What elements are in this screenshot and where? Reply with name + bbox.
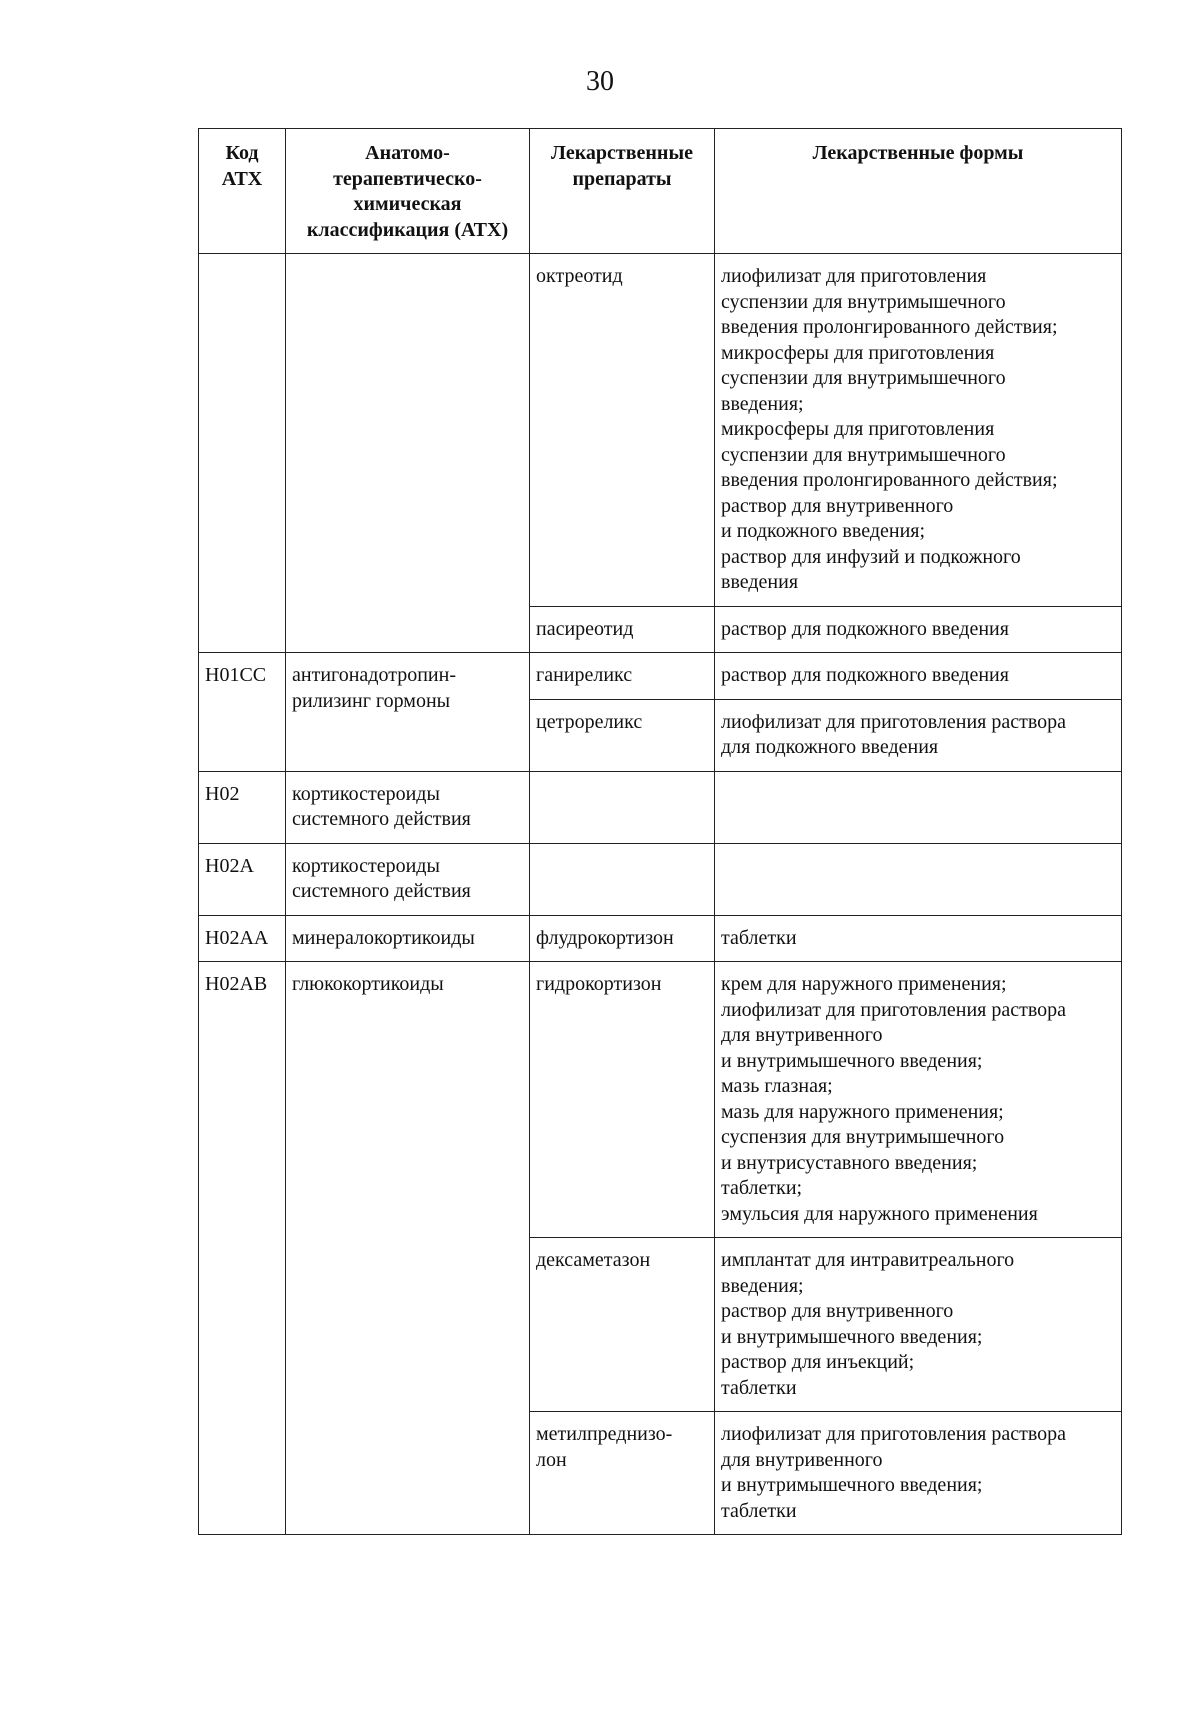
dosage-forms-cell: [715, 1238, 1122, 1412]
dosage-forms-cell: [715, 1412, 1122, 1535]
dosage-forms: лиофилизат для приготовления раствора для подкожного введения: [721, 710, 1067, 758]
table-row: [199, 843, 1122, 915]
atx-table: [198, 128, 1122, 1535]
dosage-forms: раствор для подкожного введения: [721, 617, 1009, 640]
atx-code-cell: [199, 962, 286, 1535]
table-header-row: [199, 129, 1122, 254]
atx-classification: антигонадотропин- рилизинг гормоны: [292, 664, 456, 712]
atx-code-cell: [199, 771, 286, 843]
table-row: [199, 254, 1122, 607]
atx-code: H02: [205, 782, 240, 805]
drug-cell: [530, 254, 715, 607]
atx-classification-cell: [286, 771, 530, 843]
atx-classification: глюкокортикоиды: [292, 973, 444, 995]
atx-code-cell: [199, 653, 286, 772]
atx-code: H02AA: [205, 926, 269, 949]
atx-code-cell: [199, 843, 286, 915]
dosage-forms-cell: [715, 653, 1122, 700]
dosage-forms-cell: [715, 843, 1122, 915]
dosage-forms: раствор для подкожного введения: [721, 664, 1009, 686]
page-number: 30: [586, 66, 614, 97]
atx-classification-cell: [286, 915, 530, 962]
dosage-forms: лиофилизат для приготовления раствора для внутривенного и внутримышечного введения; таблетки: [721, 1423, 1067, 1522]
dosage-forms: таблетки: [721, 926, 797, 949]
atx-classification-cell: [286, 254, 530, 653]
dosage-forms-cell: [715, 915, 1122, 962]
dosage-forms: имплантат для интравитреального введения; раствор для внутривенного и внутримышечного введения; раствор для инъекций; таблетки: [721, 1249, 1015, 1399]
drug-cell: [530, 699, 715, 771]
header-code: Код АТХ: [199, 129, 286, 254]
table-row: [199, 771, 1122, 843]
atx-code: H02A: [205, 854, 254, 877]
header-forms: Лекарственные формы: [715, 129, 1122, 254]
atx-code: H02AB: [205, 973, 268, 995]
atx-classification: минералокортикоиды: [292, 926, 475, 949]
drug-name: флудрокортизон: [536, 926, 674, 949]
dosage-forms-cell: [715, 771, 1122, 843]
table-row: [199, 962, 1122, 1238]
drug-cell: [530, 771, 715, 843]
drug-name: пасиреотид: [536, 617, 634, 640]
dosage-forms-cell: [715, 254, 1122, 607]
drug-cell: [530, 915, 715, 962]
atx-classification: кортикостероиды системного действия: [292, 782, 471, 830]
table-row: [199, 915, 1122, 962]
drug-cell: [530, 1412, 715, 1535]
drug-name: цетрореликс: [536, 710, 643, 733]
drug-cell: [530, 962, 715, 1238]
drug-cell: [530, 1238, 715, 1412]
drug-cell: [530, 606, 715, 653]
dosage-forms-cell: [715, 962, 1122, 1238]
atx-classification-cell: [286, 962, 530, 1535]
drug-cell: [530, 653, 715, 700]
atx-code: H01CC: [205, 664, 267, 686]
drug-name: дексаметазон: [536, 1249, 651, 1271]
dosage-forms: крем для наружного применения; лиофилизат для приготовления раствора для внутривенного и внутримышечного введения; мазь глазная; мазь для наружного применения; суспензия для внутримышечного и внутрисуставного введения; таблетки; эмульсия для наружного применения: [721, 973, 1067, 1225]
atx-classification-cell: [286, 653, 530, 772]
drug-name: метилпреднизо- лон: [536, 1423, 673, 1471]
atx-code-cell: [199, 915, 286, 962]
drug-cell: [530, 843, 715, 915]
dosage-forms-cell: [715, 699, 1122, 771]
atx-classification: кортикостероиды системного действия: [292, 854, 471, 902]
atx-code-cell: [199, 254, 286, 653]
header-classification: Анатомо- терапевтическо- химическая классификация (АТХ): [286, 129, 530, 254]
header-drugs: Лекарственные препараты: [530, 129, 715, 254]
atx-classification-cell: [286, 843, 530, 915]
drug-name: гидрокортизон: [536, 973, 662, 995]
dosage-forms: лиофилизат для приготовления суспензии для внутримышечного введения пролонгированного действия; микросферы для приготовления суспензии для внутримышечного введения; микросферы для приготовления суспензии для внутримышечного введения пролонгированного действия; раствор для внутривенного и подкожного введения; раствор для инфузий и подкожного введения: [721, 265, 1058, 593]
table-body: [199, 254, 1122, 1535]
drug-name: ганиреликс: [536, 664, 633, 686]
dosage-forms-cell: [715, 606, 1122, 653]
table-row: [199, 653, 1122, 700]
drug-name: октреотид: [536, 265, 623, 287]
